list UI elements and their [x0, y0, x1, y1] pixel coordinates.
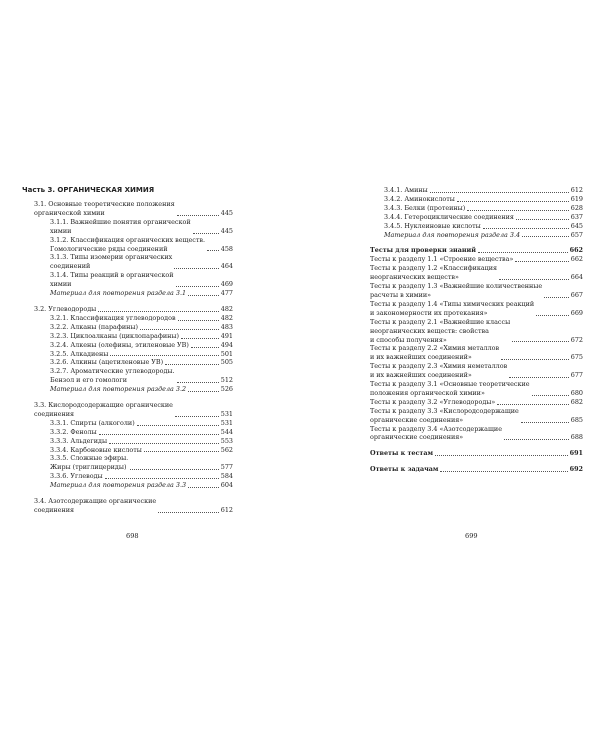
toc-entry — [22, 401, 233, 419]
toc-entry-title: 3.4. Азотсодержащие органические соединения — [34, 497, 157, 514]
toc-entry — [370, 362, 583, 380]
toc-entry — [22, 289, 233, 298]
toc-entry-page: 692 — [569, 465, 583, 474]
toc-entry-title: Ответы к тестам — [370, 449, 434, 458]
toc-entry — [370, 222, 583, 231]
toc-entry-page: 464 — [220, 262, 233, 271]
dot-leader — [176, 286, 219, 287]
toc-entry-page: 604 — [220, 481, 233, 490]
toc-entry — [22, 385, 233, 394]
toc-entry-title: Тесты к разделу 3.4 «Азотсодержащие органические соединения» — [370, 424, 502, 442]
dot-leader — [478, 252, 568, 253]
toc-entry-page: 672 — [570, 335, 583, 344]
toc-entry — [370, 246, 583, 255]
right-page-number: 699 — [465, 532, 478, 540]
toc-entry-title: Материал для повторения раздела 3.4 — [384, 230, 521, 239]
toc-entry — [370, 449, 583, 458]
toc-entry-title: Тесты к разделу 1.2 «Классификация неорганических веществ» — [370, 264, 498, 282]
toc-entry-title: 3.2.3. Циклоалканы (циклопарафины) — [50, 331, 179, 340]
toc-entry-page: 680 — [570, 388, 583, 397]
toc-entry-page: 553 — [220, 436, 233, 445]
toc-entry-page: 619 — [570, 194, 583, 203]
toc-entry-title: Тесты к разделу 3.3 «Кислородсодержащие органические соединения» — [370, 406, 519, 424]
toc-entry-title: 3.3.3. Альдегиды — [50, 436, 108, 445]
dot-leader — [509, 377, 569, 378]
toc-entry-title: 3.1.2. Классификация органических веществ. Гомологические ряды соединений — [50, 235, 205, 253]
toc-entry-page: 667 — [570, 290, 583, 299]
toc-entry-page: 512 — [220, 376, 233, 385]
dot-leader — [165, 364, 219, 365]
toc-entry-title: 3.2.4. Алкены (олефины, этиленовые УВ) — [50, 340, 189, 349]
dot-leader — [99, 434, 219, 435]
toc-entry-page: 501 — [220, 349, 233, 358]
toc-entry — [22, 253, 233, 271]
toc-entry-page: 584 — [220, 472, 233, 481]
dot-leader — [178, 320, 219, 321]
dot-leader — [188, 487, 219, 488]
toc-entry-title: Материал для повторения раздела 3.2 — [50, 385, 187, 394]
dot-leader — [522, 236, 569, 237]
toc-entry — [22, 446, 233, 455]
toc-entry-page: 482 — [220, 304, 233, 313]
dot-leader — [544, 297, 569, 298]
dot-leader — [515, 261, 568, 262]
toc-entry-title: 3.2.6. Алкины (ацетиленовые УВ) — [50, 358, 164, 367]
toc-entry — [370, 195, 583, 204]
toc-entry-title: 3.4.5. Нуклеиновые кислоты — [384, 221, 481, 230]
dot-leader — [521, 422, 569, 423]
dot-leader — [440, 471, 567, 472]
toc-entry-title: 3.3. Кислородсодержащие органические соединения — [34, 401, 173, 418]
left-page-toc — [22, 186, 233, 515]
toc-entry-title: 3.2.2. Алканы (парафины) — [50, 322, 138, 331]
toc-entry — [370, 264, 583, 282]
toc-entry-title: 3.2. Углеводороды — [34, 304, 97, 313]
toc-entry-title: Тесты к разделу 2.3 «Химия неметаллов и их важнейших соединений» — [370, 362, 508, 380]
toc-entry-page: 531 — [220, 418, 233, 427]
dot-leader — [105, 478, 219, 479]
right-page-toc — [370, 186, 583, 474]
part-title: Часть 3. ОРГАНИЧЕСКАЯ ХИМИЯ — [22, 186, 155, 194]
toc-entry-page: 677 — [570, 371, 583, 380]
dot-leader — [435, 455, 568, 456]
toc-entry-title: Тесты к разделу 1.1 «Строение вещества» — [370, 255, 514, 264]
dot-leader — [191, 347, 219, 348]
dot-leader — [158, 512, 219, 513]
toc-entry — [22, 314, 233, 323]
toc-entry — [22, 341, 233, 350]
dot-leader — [98, 311, 219, 312]
toc-entry — [22, 271, 233, 289]
dot-leader — [499, 279, 569, 280]
dot-leader — [536, 315, 569, 316]
dot-leader — [140, 329, 219, 330]
toc-entry-page: 482 — [220, 313, 233, 322]
toc-entry — [22, 481, 233, 490]
dot-leader — [137, 425, 219, 426]
dot-leader — [144, 451, 219, 452]
toc-entry-page: 675 — [570, 353, 583, 362]
dot-leader — [516, 219, 569, 220]
toc-entry-page: 562 — [220, 445, 233, 454]
toc-entry-title: 3.3.4. Карбоновые кислоты — [50, 445, 142, 454]
toc-entry-page: 494 — [220, 340, 233, 349]
toc-entry-page: 445 — [220, 226, 233, 235]
toc-entry — [370, 465, 583, 474]
toc-entry-title: 3.3.5. Сложные эфиры. Жиры (триглицериды) — [50, 454, 129, 472]
toc-entry-title: Тесты к разделу 1.3 «Важнейшие количественные расчеты в химии» — [370, 282, 543, 299]
toc-entry-title: 3.1.4. Типы реакций в органической химии — [50, 271, 174, 289]
toc-entry — [22, 358, 233, 367]
toc-entry — [370, 255, 583, 264]
toc-entry-page: 645 — [570, 221, 583, 230]
toc-entry-title: 3.1.3. Типы изомерии органических соединений — [50, 253, 173, 271]
dot-leader — [501, 359, 569, 360]
dot-leader — [532, 395, 569, 396]
toc-entry-page: 682 — [570, 397, 583, 406]
dot-leader — [175, 416, 219, 417]
toc-entry-title: 3.3.6. Углеводы — [50, 472, 103, 481]
toc-entry — [22, 437, 233, 446]
dot-leader — [504, 439, 569, 440]
toc-entry-title: Тесты к разделу 2.1 «Важнейшие классы неорганических веществ: свойства и способы получения» — [370, 317, 511, 344]
dot-leader — [181, 338, 219, 339]
toc-entry — [22, 332, 233, 341]
toc-entry-page: 544 — [220, 427, 233, 436]
toc-entry — [22, 305, 233, 314]
toc-entry — [370, 231, 583, 240]
toc-entry — [370, 425, 583, 443]
toc-entry — [370, 318, 583, 345]
right-toc-entries — [370, 186, 583, 474]
toc-entry — [22, 472, 233, 481]
dot-leader — [430, 192, 569, 193]
toc-entry-page: 685 — [570, 415, 583, 424]
toc-entry-page: 637 — [570, 212, 583, 221]
toc-entry — [22, 200, 233, 218]
toc-entry-title: Материал для повторения раздела 3.3 — [50, 481, 187, 490]
toc-entry-page: 662 — [570, 255, 583, 264]
toc-entry — [22, 323, 233, 332]
toc-entry — [22, 218, 233, 236]
toc-entry-page: 657 — [570, 230, 583, 239]
left-page-number: 698 — [126, 532, 139, 540]
toc-entry-title: Материал для повторения раздела 3.1 — [50, 289, 187, 298]
toc-entry — [22, 350, 233, 359]
dot-leader — [109, 443, 219, 444]
toc-entry — [370, 213, 583, 222]
toc-entry-title: 3.4.4. Гетероциклические соединения — [384, 212, 514, 221]
toc-entry-page: 526 — [220, 385, 233, 394]
toc-entry-page: 612 — [220, 506, 233, 514]
toc-entry-title: Тесты к разделу 1.4 «Типы химических реакций и закономерности их протекания» — [370, 299, 535, 317]
toc-entry — [370, 186, 583, 195]
toc-entry-page: 662 — [569, 246, 583, 255]
toc-entry-page: 577 — [220, 463, 233, 472]
toc-entry-page: 664 — [570, 273, 583, 282]
toc-entry-page: 477 — [220, 289, 233, 298]
dot-leader — [177, 215, 219, 216]
toc-entry-title: 3.4.1. Амины — [384, 186, 428, 194]
toc-entry-title: Тесты к разделу 3.2 «Углеводороды» — [370, 397, 496, 406]
dot-leader — [467, 210, 569, 211]
toc-entry-title: Тесты к разделу 2.2 «Химия металлов и их важнейших соединений» — [370, 344, 500, 362]
toc-entry-title: 3.1. Основные теоретические положения органической химии — [34, 200, 175, 217]
toc-entry-title: Тесты к разделу 3.1 «Основные теоретические положения органической химии» — [370, 380, 530, 397]
dot-leader — [188, 295, 219, 296]
dot-leader — [497, 404, 569, 405]
toc-entry — [370, 380, 583, 398]
toc-entry-page: 531 — [220, 409, 233, 418]
toc-entry — [22, 367, 233, 385]
dot-leader — [483, 228, 569, 229]
toc-entry-title: 3.3.2. Фенолы — [50, 427, 97, 436]
toc-entry-title: Тесты для проверки знаний — [370, 246, 477, 255]
toc-entry-page: 491 — [220, 331, 233, 340]
toc-entry-page: 483 — [220, 322, 233, 331]
dot-leader — [512, 341, 569, 342]
left-toc-entries — [22, 200, 233, 515]
dot-leader — [188, 391, 219, 392]
dot-leader — [207, 250, 219, 251]
toc-entry-title: 3.2.1. Классификация углеводородов — [50, 313, 176, 322]
toc-entry-title: 3.3.1. Спирты (алкоголи) — [50, 418, 135, 427]
dot-leader — [174, 268, 219, 269]
toc-entry-title: 3.2.5. Алкадиены — [50, 349, 109, 358]
toc-entry-title: 3.2.7. Ароматические углеводороды. Бензол и его гомологи — [50, 367, 175, 385]
toc-entry — [370, 344, 583, 362]
toc-entry-page: 691 — [569, 449, 583, 458]
toc-entry-title: 3.1.1. Важнейшие понятия органической химии — [50, 217, 191, 235]
dot-leader — [457, 201, 569, 202]
toc-entry — [22, 428, 233, 437]
toc-entry — [370, 300, 583, 318]
toc-entry — [370, 282, 583, 300]
toc-entry — [370, 407, 583, 425]
toc-entry-title: 3.4.2. Аминокислоты — [384, 194, 455, 203]
toc-entry — [370, 204, 583, 213]
toc-entry — [22, 454, 233, 472]
dot-leader — [110, 355, 218, 356]
toc-entry — [22, 497, 233, 515]
toc-entry-page: 688 — [570, 433, 583, 442]
toc-entry-page: 458 — [220, 244, 233, 253]
toc-entry — [22, 419, 233, 428]
toc-entry — [22, 236, 233, 254]
toc-entry — [370, 398, 583, 407]
toc-entry-title: 3.4.3. Белки (протеины) — [384, 203, 466, 212]
dot-leader — [177, 382, 219, 383]
toc-entry-page: 628 — [570, 203, 583, 212]
toc-entry-page: 505 — [220, 358, 233, 367]
toc-entry-page: 469 — [220, 280, 233, 289]
toc-entry-title: Ответы к задачам — [370, 465, 439, 474]
dot-leader — [193, 233, 219, 234]
toc-entry-page: 445 — [220, 208, 233, 217]
toc-entry-page: 669 — [570, 308, 583, 317]
toc-entry-page: 612 — [570, 186, 583, 194]
dot-leader — [130, 469, 219, 470]
